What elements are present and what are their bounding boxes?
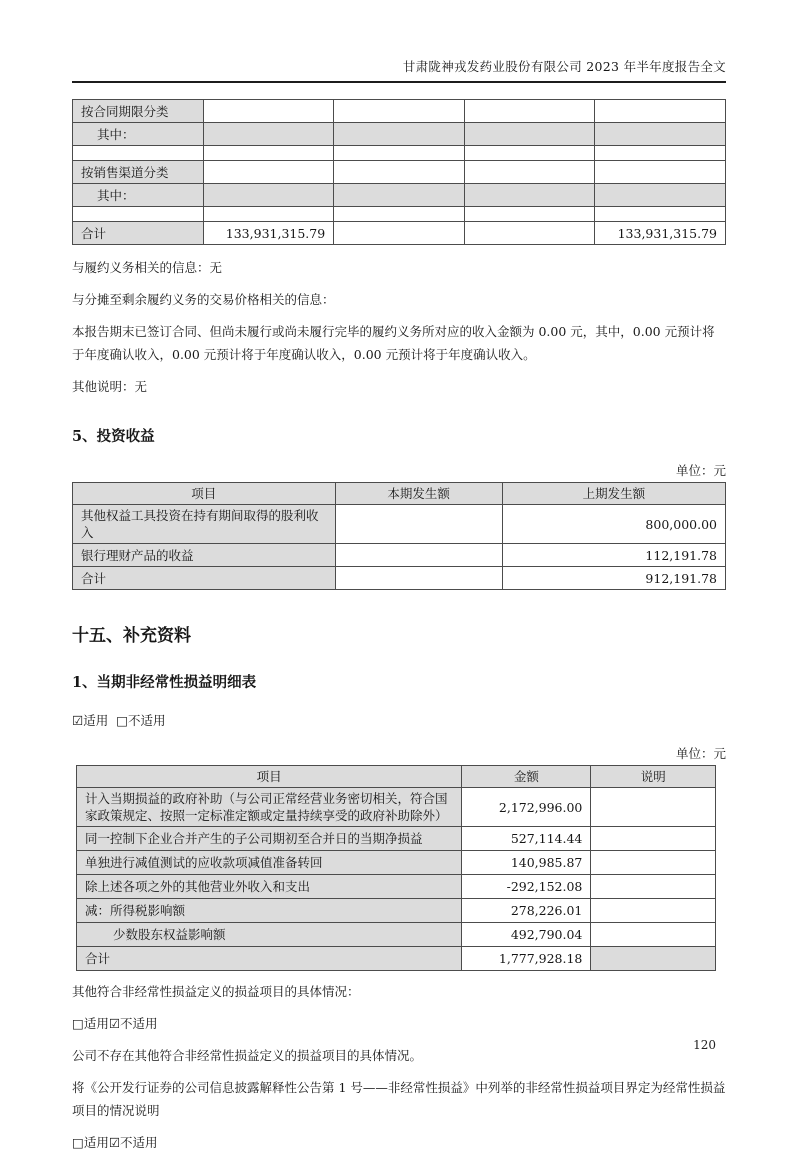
amount-cell: 140,985.87 — [462, 851, 591, 875]
row-label-cell — [73, 207, 204, 222]
applicable-label: 适用 — [83, 1016, 109, 1031]
table-row — [73, 505, 726, 544]
row-label-cell: 单独进行减值测试的应收款项减值准备转回 — [77, 851, 462, 875]
subsection-title-nonrecurring: 1、当期非经常性损益明细表 — [72, 674, 257, 691]
table-cell — [595, 100, 726, 123]
applicable-label: 适用 — [83, 1135, 109, 1150]
note-line: 公司不存在其他符合非经常性损益定义的损益项目的具体情况。 — [72, 1048, 423, 1063]
header-title: 甘肃陇神戎发药业股份有限公司 2023 年半年度报告全文 — [402, 59, 726, 74]
table-row — [73, 123, 726, 146]
checkbox-unchecked-icon: □ — [116, 713, 129, 728]
column-header-prior: 上期发生额 — [502, 483, 725, 505]
checkbox-checked-icon: ☑ — [108, 1016, 121, 1031]
table-row — [77, 788, 716, 827]
table-row-total — [73, 567, 726, 590]
table-cell — [203, 123, 334, 146]
column-header-item: 项目 — [73, 483, 336, 505]
investment-income-table — [72, 482, 726, 590]
note-cell — [591, 875, 716, 899]
note-line: 与分摊至剩余履约义务的交易价格相关的信息： — [72, 292, 335, 307]
row-label-cell: 合计 — [73, 567, 336, 590]
amount-cell: 1,777,928.18 — [462, 947, 591, 971]
table-cell — [595, 207, 726, 222]
row-label-cell: 按销售渠道分类 — [73, 161, 204, 184]
note-cell — [591, 851, 716, 875]
prior-amount-cell: 912,191.78 — [502, 567, 725, 590]
amount-cell: 278,226.01 — [462, 899, 591, 923]
table-cell — [334, 146, 465, 161]
row-label-cell: 按合同期限分类 — [73, 100, 204, 123]
row-label-cell — [73, 146, 204, 161]
applicability-line — [72, 1131, 726, 1154]
table-header-row — [77, 766, 716, 788]
unit-label: 单位：元 — [675, 463, 726, 478]
applicability-line-top — [72, 711, 726, 729]
amount-cell: -292,152.08 — [462, 875, 591, 899]
table-row — [73, 544, 726, 567]
table-cell — [334, 100, 465, 123]
table-cell — [203, 207, 334, 222]
table-cell — [595, 123, 726, 146]
table-row — [77, 851, 716, 875]
column-header-amount: 金额 — [462, 766, 591, 788]
amount-cell: 527,114.44 — [462, 827, 591, 851]
checkbox-checked-icon: ☑ — [108, 1135, 121, 1150]
amount-cell: 2,172,996.00 — [462, 788, 591, 827]
table-cell — [595, 184, 726, 207]
column-header-note: 说明 — [591, 766, 716, 788]
table-row — [73, 100, 726, 123]
table-cell — [203, 100, 334, 123]
row-label-cell: 合计 — [73, 222, 204, 245]
table-row — [77, 875, 716, 899]
note-line: 其他符合非经常性损益定义的损益项目的具体情况： — [72, 984, 360, 999]
table-row — [77, 827, 716, 851]
table-cell — [595, 161, 726, 184]
table-cell — [464, 161, 595, 184]
table-cell — [464, 184, 595, 207]
total-current-cell: 133,931,315.79 — [203, 222, 334, 245]
table-cell — [334, 222, 465, 245]
nonrecurring-items-table — [76, 765, 716, 971]
note-cell — [591, 827, 716, 851]
current-amount-cell — [335, 567, 502, 590]
current-amount-cell — [335, 505, 502, 544]
row-label-cell: 合计 — [77, 947, 462, 971]
note-cell — [591, 923, 716, 947]
note-line: 与履约义务相关的信息：无 — [72, 260, 223, 275]
table-cell — [334, 161, 465, 184]
table-row — [73, 146, 726, 161]
not-applicable-label: 不适用 — [120, 1016, 158, 1031]
table-row — [77, 899, 716, 923]
row-label-cell: 同一控制下企业合并产生的子公司期初至合并日的当期净损益 — [77, 827, 462, 851]
nonrecurring-table-wrapper — [72, 765, 726, 971]
table-cell — [334, 123, 465, 146]
table-row — [73, 161, 726, 184]
table-cell — [334, 207, 465, 222]
total-prior-cell: 133,931,315.79 — [595, 222, 726, 245]
note-cell — [591, 947, 716, 971]
row-label-cell: 银行理财产品的收益 — [73, 544, 336, 567]
note-paragraph: 将《公开发行证券的公司信息披露解释性公告第 1 号——非经常性损益》中列举的非经常性损益项目界定为经常性损益项目的情况说明 — [72, 1080, 726, 1118]
row-label-cell: 减：所得税影响额 — [77, 899, 462, 923]
current-amount-cell — [335, 544, 502, 567]
note-cell — [591, 899, 716, 923]
row-label-cell: 少数股东权益影响额 — [77, 923, 462, 947]
note-line: 其他说明：无 — [72, 379, 148, 394]
unit-label: 单位：元 — [675, 746, 726, 761]
prior-amount-cell: 112,191.78 — [502, 544, 725, 567]
note-cell — [591, 788, 716, 827]
table-cell — [595, 146, 726, 161]
table-cell — [464, 146, 595, 161]
table-cell — [464, 207, 595, 222]
nonrecurring-notes — [72, 980, 726, 1154]
section-title-investment-income: 5、投资收益 — [72, 428, 155, 445]
section-title-supplementary: 十五、补充资料 — [72, 626, 191, 646]
table-row — [77, 923, 716, 947]
table-row — [73, 207, 726, 222]
row-label-cell: 其中： — [73, 123, 204, 146]
table-cell — [464, 222, 595, 245]
table-cell — [464, 123, 595, 146]
row-label-cell: 其他权益工具投资在持有期间取得的股利收入 — [73, 505, 336, 544]
not-applicable-label: 不适用 — [128, 713, 166, 728]
applicability-line — [72, 1012, 726, 1035]
column-header-item: 项目 — [77, 766, 462, 788]
row-label-cell: 其中： — [73, 184, 204, 207]
checkbox-unchecked-icon: □ — [72, 1016, 84, 1031]
page-header — [72, 57, 726, 83]
table-cell — [464, 100, 595, 123]
prior-amount-cell: 800,000.00 — [502, 505, 725, 544]
checkbox-unchecked-icon: □ — [72, 1135, 84, 1150]
amount-cell: 492,790.04 — [462, 923, 591, 947]
page-number: 120 — [693, 1038, 716, 1052]
table-cell — [334, 184, 465, 207]
table-cell — [203, 146, 334, 161]
table-header-row — [73, 483, 726, 505]
row-label-cell: 计入当期损益的政府补助（与公司正常经营业务密切相关，符合国家政策规定、按照一定标准定额或定量持续享受的政府补助除外） — [77, 788, 462, 827]
table-row-total — [77, 947, 716, 971]
checkbox-checked-icon: ☑ — [72, 713, 84, 728]
revenue-classification-table — [72, 99, 726, 245]
table-row-total — [73, 222, 726, 245]
table-cell — [203, 161, 334, 184]
row-label-cell: 除上述各项之外的其他营业外收入和支出 — [77, 875, 462, 899]
note-paragraph: 本报告期末已签订合同、但尚未履行或尚未履行完毕的履约义务所对应的收入金额为 0.00 元，其中，0.00 元预计将于年度确认收入，0.00 元预计将于年度确认收入，0.00 元预计将于年度确认收入。 — [72, 324, 715, 362]
applicable-label: 适用 — [83, 713, 109, 728]
table-cell — [203, 184, 334, 207]
not-applicable-label: 不适用 — [120, 1135, 158, 1150]
table-row — [73, 184, 726, 207]
performance-obligation-notes — [72, 256, 726, 398]
column-header-current: 本期发生额 — [335, 483, 502, 505]
